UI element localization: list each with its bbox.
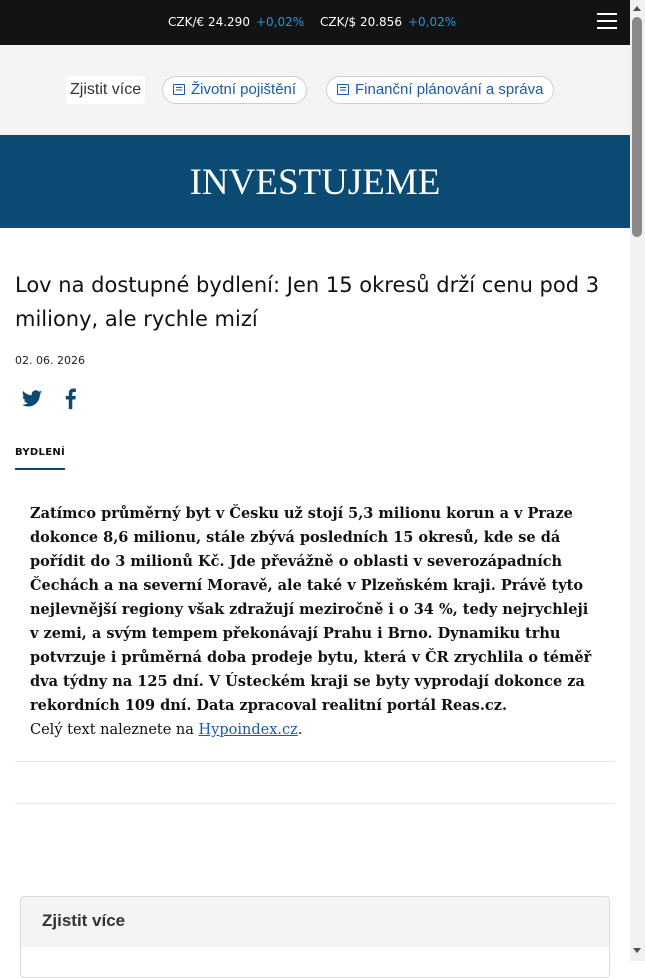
link-financni-planovani[interactable] — [326, 76, 554, 104]
brand-logo[interactable]: INVESTUJEME — [189, 162, 441, 203]
currency-ticker — [0, 0, 630, 45]
divider — [15, 803, 615, 804]
document-icon — [337, 84, 349, 95]
brand-banner — [0, 135, 630, 228]
rate-eur-change: +0,02% — [255, 15, 305, 29]
related-links-bar — [0, 45, 630, 135]
divider — [15, 761, 615, 762]
rate-eur-label: CZK/€ 24.290 — [168, 15, 250, 29]
rate-eur — [168, 15, 304, 29]
facebook-icon[interactable] — [62, 388, 78, 410]
source-link[interactable]: Hypoindex.cz — [198, 722, 298, 738]
article-perex: Zatímco průměrný byt v Česku už stojí 5,3 milionu korun a v Praze dokonce 8,6 milionu, stále zbývá posledních 15 okresů, kde se dá pořídit do 3 milionů Kč. Jde převážně o oblasti v severozápadních Čechách a na severní Moravě, ale také v Plzeňském kraji. Právě tyto nejlevnější regiony však zdražují meziročně i o 34 %, tedy nejrychleji v zemi, a svým tempem překonávají Prahu i Brno. Dynamiku trhu potvrzuje i průměrná doba prodeje bytu, která v ČR zrychlila o téměř dva týdny na 125 dní. V Ústeckém kraji se byty vyprodají dokonce za rekordních 109 dní. Data zpracoval realitní portál Reas.cz. — [30, 505, 592, 714]
source-prefix: Celý text naleznete na — [30, 722, 199, 738]
article-date: 02. 06. 2026 — [15, 354, 85, 367]
rate-usd-change: +0,02% — [407, 15, 457, 29]
link-zivotni-pojisteni[interactable] — [162, 76, 307, 104]
scroll-down-arrow-icon[interactable] — [633, 948, 641, 953]
more-info-box — [20, 896, 610, 978]
menu-icon[interactable] — [597, 13, 617, 31]
twitter-icon[interactable] — [20, 388, 44, 410]
rate-usd-label: CZK/$ 20.856 — [320, 15, 402, 29]
source-line — [30, 718, 595, 742]
category-tag[interactable]: BYDLENÍ — [15, 447, 65, 470]
page-scrollbar[interactable] — [630, 0, 645, 961]
article-title: Lov na dostupné bydlení: Jen 15 okresů drží cenu pod 3 miliony, ale rychle mizí — [15, 273, 600, 331]
scroll-thumb[interactable] — [632, 17, 642, 237]
more-info-box-title: Zjistit více — [42, 911, 126, 930]
source-suffix: . — [297, 722, 303, 738]
document-icon — [173, 84, 185, 95]
rate-usd — [320, 15, 456, 29]
link-label: Životní pojištění — [191, 81, 297, 98]
links-label: Zjistit více — [66, 76, 145, 104]
scroll-up-arrow-icon[interactable] — [633, 6, 641, 11]
link-label: Finanční plánování a správa — [355, 81, 544, 98]
